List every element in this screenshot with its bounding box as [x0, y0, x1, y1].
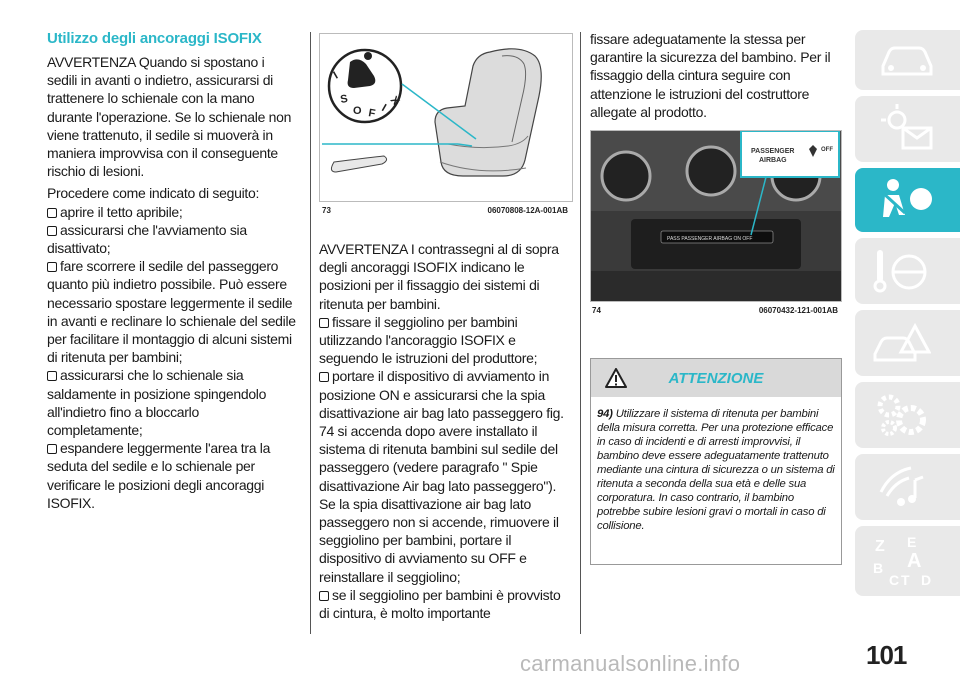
checkbox-bullet-icon [47, 444, 57, 454]
list-item: aprire il tetto apribile; [47, 203, 297, 221]
list-item: portare il dispositivo di avviamento in posizione ON e assicurarsi che la spia disattivazione air bag lato passeggero fig. 74 si accenda dopo avere installato il sistema di ritenuta bambini sul sedile del passeggero (vedere paragrafo " Spie disattivazione Air bag lato passeggero"). Se la spia disattivazione air bag lato passeggero non si accende, rimuovere il seggiolino per bambini, portare il dispositivo di avviamento su OFF e reinstallare il seggiolino; [319, 368, 564, 585]
list-item: assicurarsi che l'avviamento sia disattivato; [47, 221, 247, 257]
figure-code: 06070808-12A-001AB [487, 206, 568, 215]
tab-emergency[interactable] [855, 310, 960, 376]
svg-text:B: B [873, 560, 884, 576]
checkbox-bullet-icon [47, 262, 57, 272]
list-item: se il seggiolino per bambini è provvisto di cintura, è molto importante [319, 586, 561, 622]
tab-starting-driving[interactable] [855, 238, 960, 304]
key-steering-wheel-icon [871, 246, 931, 296]
figure-number: 73 [322, 206, 331, 215]
column-2 [319, 240, 569, 622]
figure-73-caption [322, 206, 568, 216]
figure-code: 06070432-121-001AB [758, 306, 838, 315]
callout-passenger: PASSENGER [751, 148, 795, 155]
column-3 [590, 30, 840, 125]
alphabetical-index-icon [869, 533, 939, 589]
list-item: assicurarsi che lo schienale sia saldamente in posizione spingendolo all'indietro fino a bloccarlo completamente; [47, 367, 267, 439]
airbag-strip-text: PASS PASSENGER AIRBAG ON OFF [667, 236, 753, 242]
svg-text:X: X [387, 94, 402, 108]
warning-paragraph: AVVERTENZA I contrassegni al di sopra degli ancoraggi ISOFIX indicano le posizioni per il fissaggio dei sistemi di ritenuta per bambini. [319, 241, 559, 312]
checkbox-bullet-icon [319, 591, 329, 601]
watermark: carmanualsonline.info [520, 651, 741, 676]
figure-number: 74 [592, 306, 601, 315]
tab-multimedia[interactable] [855, 454, 960, 520]
attention-header [591, 359, 841, 397]
multimedia-phone-music-icon [871, 462, 931, 512]
breakdown-warning-icon [871, 318, 931, 368]
continued-paragraph: fissare adeguatamente la stessa per garantire la sicurezza del bambino. Per il fissaggio della cintura seguire con attenzione le istruzioni del costruttore allegate al prodotto. [590, 31, 831, 120]
checkbox-bullet-icon [47, 208, 57, 218]
column-1 [47, 30, 297, 512]
svg-text:C: C [889, 572, 900, 588]
svg-text:E: E [907, 534, 917, 550]
svg-text:O: O [353, 105, 362, 117]
figure-74-caption [592, 306, 838, 316]
figure-74-dashboard [590, 130, 842, 302]
checkbox-bullet-icon [319, 372, 329, 382]
callout-off: OFF [821, 147, 833, 153]
tab-dashboard[interactable] [855, 30, 960, 90]
page-number: 101 [866, 640, 907, 670]
list-item: fissare il seggiolino per bambini utilizzando l'ancoraggio ISOFIX e seguendo le istruzioni del produttore; [319, 313, 538, 367]
maintenance-gears-icon [873, 390, 933, 440]
svg-text:A: A [907, 550, 922, 572]
figure-73-isofix-seat [319, 33, 573, 202]
svg-text:D: D [921, 572, 932, 588]
svg-text:I: I [379, 102, 389, 115]
attention-box [590, 358, 842, 565]
svg-text:Z: Z [875, 538, 885, 555]
warning-lights-message-icon [877, 104, 937, 154]
checkbox-bullet-icon [319, 318, 329, 328]
procedure-intro: Procedere come indicato di seguito: [47, 185, 260, 202]
tab-safety[interactable] [855, 168, 960, 232]
note-reference: 94) [597, 408, 613, 420]
tab-warning-lights[interactable] [855, 96, 960, 162]
isofix-seat-illustration [320, 34, 572, 201]
column-divider [580, 32, 581, 634]
attention-text: 94) Utilizzare il sistema di ritenuta per bambini della misura corretta. Per una protezione efficace in caso di incidenti e di arresti improvvisi, il bambino deve essere adeguatamente trattenuto mediante una cintura di sicurezza o un sistema di ritenuta a seconda della sua età e delle sua corporatura. In caso contrario, il bambino potrebbe subire lesioni gravi o mortali in caso di collisione. [597, 408, 835, 532]
list-item: espandere leggermente l'area tra la seduta del sedile e lo schienale per verificare le posizioni degli ancoraggi ISOFIX. [47, 440, 271, 511]
tab-maintenance[interactable] [855, 382, 960, 448]
attention-title: ATTENZIONE [668, 370, 764, 387]
list-item: fare scorrere il sedile del passeggero quanto più indietro possibile. Può essere necessario spostare leggermente il sedile in avanti e reclinare lo schienale del sedile per facilitare il montaggio di alcuni sistemi di ritenuta per bambini; [47, 258, 296, 366]
svg-text:I: I [331, 69, 341, 82]
tab-index[interactable] [855, 526, 960, 596]
checkbox-bullet-icon [47, 226, 57, 236]
section-title: Utilizzo degli ancoraggi ISOFIX [47, 30, 262, 47]
seatbelt-airbag-icon [877, 175, 937, 225]
car-dashboard-icon [877, 38, 937, 82]
svg-text:S: S [339, 92, 349, 106]
checkbox-bullet-icon [47, 371, 57, 381]
callout-airbag: AIRBAG [759, 157, 787, 164]
warning-paragraph: AVVERTENZA Quando si spostano i sedili in avanti o indietro, assicurarsi di trattenere lo schienale con la mano durante l'operazione. Se lo schienale non viene trattenuto, il sedile si muoverà in maniera improvvisa con il conseguente rischio di lesioni. [47, 54, 292, 180]
column-divider [310, 32, 311, 634]
dashboard-airbag-lamp-illustration [591, 131, 841, 301]
svg-text:F: F [367, 107, 377, 121]
svg-text:T: T [901, 572, 910, 588]
